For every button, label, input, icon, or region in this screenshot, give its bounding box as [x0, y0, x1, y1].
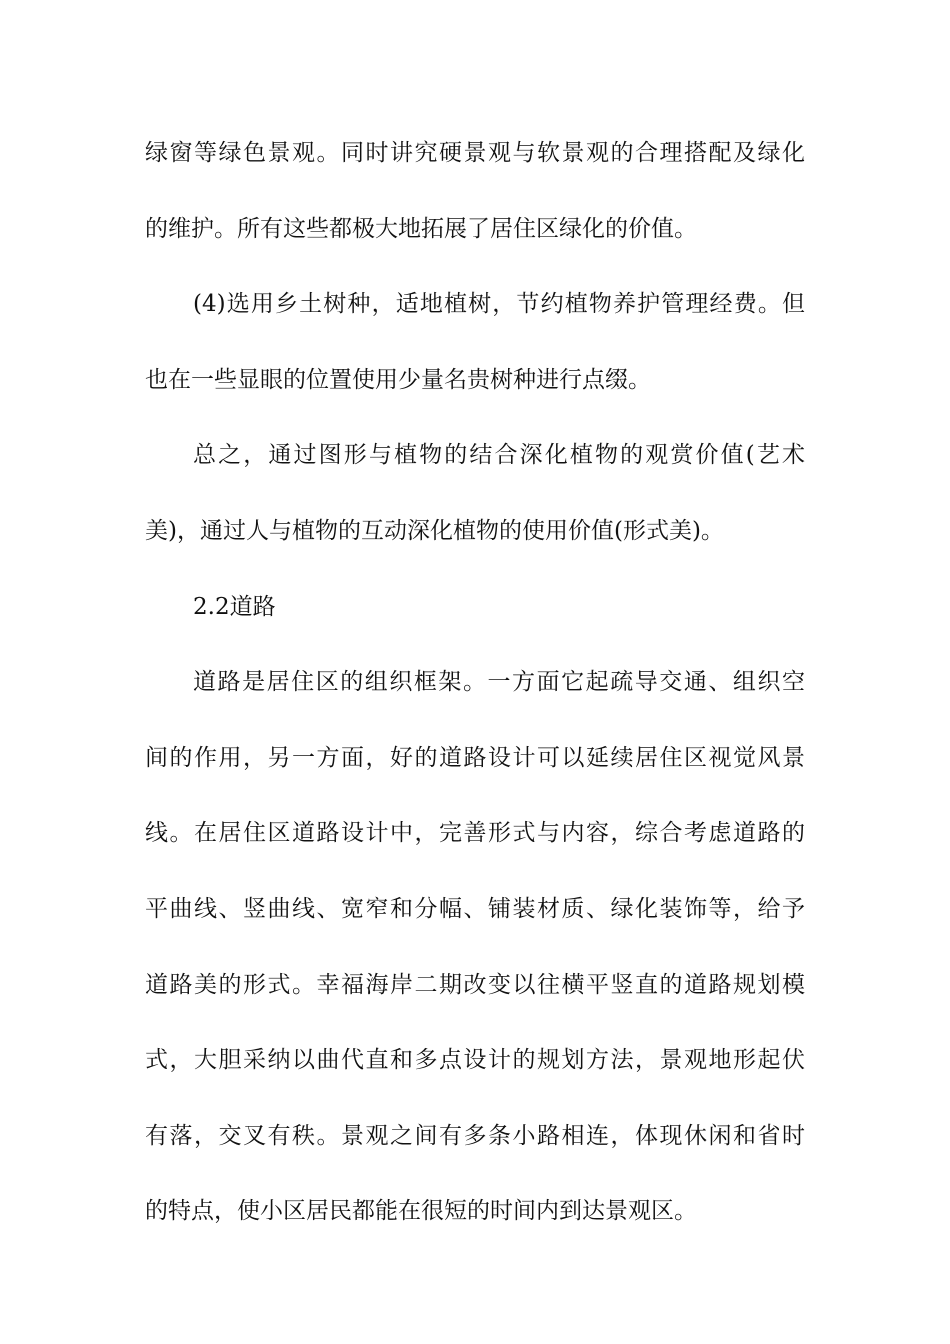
text-line: 绿窗等绿色景观。同时讲究硬景观与软景观的合理搭配及绿化 — [145, 140, 805, 166]
text-line: 总之，通过图形与植物的结合深化植物的观赏价值(艺术 — [193, 442, 805, 469]
text-line: 有落，交叉有秩。景观之间有多条小路相连，体现休闲和省时 — [145, 1122, 805, 1149]
text-line: 式，大胆采纳以曲代直和多点设计的规划方法，景观地形起伏 — [145, 1047, 805, 1074]
text-line: 美)，通过人与植物的互动深化植物的使用价值(形式美)。 — [145, 517, 724, 544]
body-text — [145, 127, 805, 1261]
section-heading: 2.2道路 — [193, 593, 276, 620]
text-line: 的特点，使小区居民都能在很短的时间内到达景观区。 — [145, 1198, 697, 1225]
text-line: 间的作用，另一方面，好的道路设计可以延续居住区视觉风景 — [145, 744, 805, 771]
text-line: 线。在居住区道路设计中，完善形式与内容，综合考虑道路的 — [145, 820, 805, 847]
text-line: 平曲线、竖曲线、宽窄和分幅、铺装材质、绿化装饰等，给予 — [145, 895, 805, 922]
text-line: (4)选用乡土树种，适地植树，节约植物养护管理经费。但 — [193, 291, 805, 318]
text-line: 道路美的形式。幸福海岸二期改变以往横平竖直的道路规划模 — [145, 971, 805, 998]
text-line: 的维护。所有这些都极大地拓展了居住区绿化的价值。 — [145, 215, 697, 242]
text-line: 道路是居住区的组织框架。一方面它起疏导交通、组织空 — [193, 669, 805, 696]
text-line: 也在一些显眼的位置使用少量名贵树种进行点缀。 — [145, 366, 651, 393]
